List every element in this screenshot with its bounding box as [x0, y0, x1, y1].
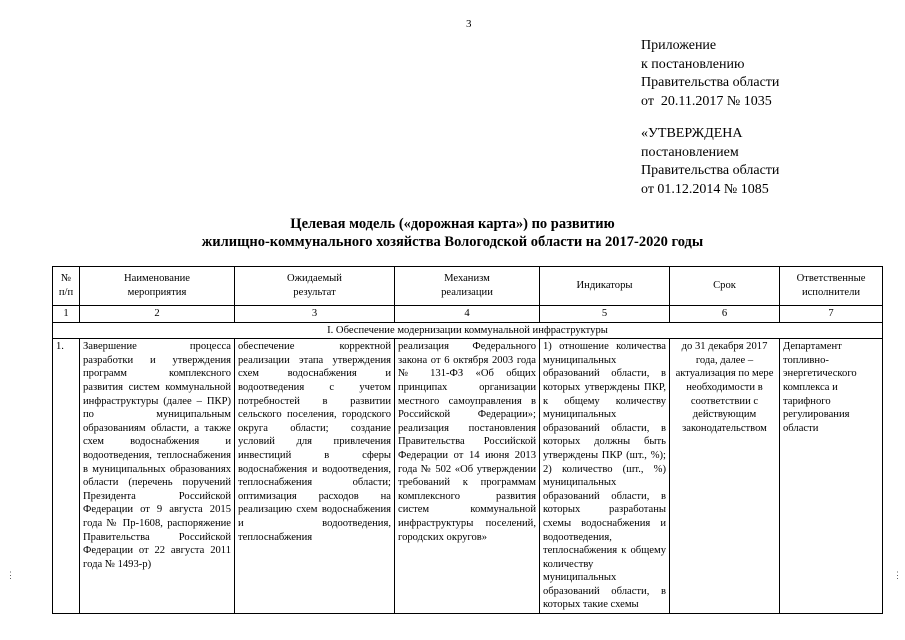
scan-mark-right: ⋮	[893, 570, 902, 580]
header-deadline: Срок	[670, 267, 780, 306]
table-row	[53, 339, 883, 614]
column-number: 5	[540, 306, 670, 323]
header-mechanism: Механизм реализации	[395, 267, 540, 306]
column-number: 7	[780, 306, 883, 323]
header-result: Ожидаемый результат	[235, 267, 395, 306]
approved-line: «УТВЕРЖДЕНА	[641, 126, 743, 141]
approved-line: Правительства области	[641, 163, 780, 178]
title-line-2: жилищно-коммунального хозяйства Вологодской области на 2017-2020 годы	[201, 234, 704, 250]
title-line-1: Целевая модель («дорожная карта») по развитию	[290, 216, 615, 232]
scan-mark-left: ⋮	[6, 570, 15, 580]
row-number: 1.	[53, 339, 80, 614]
header-activity: Наименование мероприятия	[80, 267, 235, 306]
header-indicators: Индикаторы	[540, 267, 670, 306]
column-number: 1	[53, 306, 80, 323]
approved-block	[641, 125, 779, 199]
deadline-cell: до 31 декабря 2017 года, далее – актуализация по мере необходимости в соответствии с действующим законодательством	[670, 339, 780, 614]
indicators-cell: 1) отношение количества муниципальных образований области, в которых утверждены ПКР, к общему количеству муниципальных образований области, в которых должны быть утверждены ПКР (шт., %); 2) количество (шт., %) муниципальных образований области, в которых разработаны схемы водоснабжения и водоотведения, теплоснабжения к общему количеству муниципальных образований области, в которых такие схемы	[540, 339, 670, 614]
section-row	[53, 322, 883, 339]
column-number: 4	[395, 306, 540, 323]
activity-cell: Завершение процесса разработки и утверждения программ комплексного развития систем коммунальной инфраструктуры (далее – ПКР) по муниципальным образованиям области, а также схем водоснабжения и водоотведения, теплоснабжения в муниципальных образованиях области (перечень поручений Президента Российской Федерации от 9 августа 2015 года № Пр-1608, распоряжение Правительства Российской Федерации от 22 августа 2011 года № 1493-р)	[80, 339, 235, 614]
appendix-line: к постановлению	[641, 56, 745, 72]
approved-line: постановлением	[641, 144, 739, 160]
responsible-cell: Департамент топливно-энергетического комплекса и тарифного регулирования области	[780, 339, 883, 614]
appendix-block	[641, 37, 779, 111]
header-row	[53, 267, 883, 306]
result-cell: обеспечение корректной реализации этапа утверждения схем водоснабжения и водоотведения с учетом потребностей в развитии сельского поселения, городского округа области; создание условий для привлечения инвестиций в сферы водоснабжения и водоотведения, теплоснабжения области; оптимизация расходов на реализацию схем водоснабжения и водоотведения, теплоснабжения	[235, 339, 395, 614]
document-title	[0, 215, 905, 251]
mechanism-cell: реализация Федерального закона от 6 октября 2003 года № 131-ФЗ «Об общих принципах организации местного самоуправления в Российской Федерации»; реализация постановления Правительства Российской Федерации от 14 июня 2013 года № 502 «Об утверждении требований к программам комплексного развития систем коммунальной инфраструктуры поселений, городских округов»	[395, 339, 540, 614]
column-number-row	[53, 306, 883, 323]
approved-line: от 01.12.2014 № 1085	[641, 181, 769, 197]
roadmap-table	[52, 266, 883, 614]
section-title: I. Обеспечение модернизации коммунальной инфраструктуры	[53, 322, 883, 339]
appendix-line: от 20.11.2017 № 1035	[641, 93, 772, 109]
column-number: 2	[80, 306, 235, 323]
page-number: 3	[466, 18, 472, 30]
appendix-line: Правительства области	[641, 75, 780, 90]
column-number: 6	[670, 306, 780, 323]
header-num: № п/п	[53, 267, 80, 306]
appendix-line: Приложение	[641, 38, 717, 53]
header-responsible: Ответственные исполнители	[780, 267, 883, 306]
column-number: 3	[235, 306, 395, 323]
